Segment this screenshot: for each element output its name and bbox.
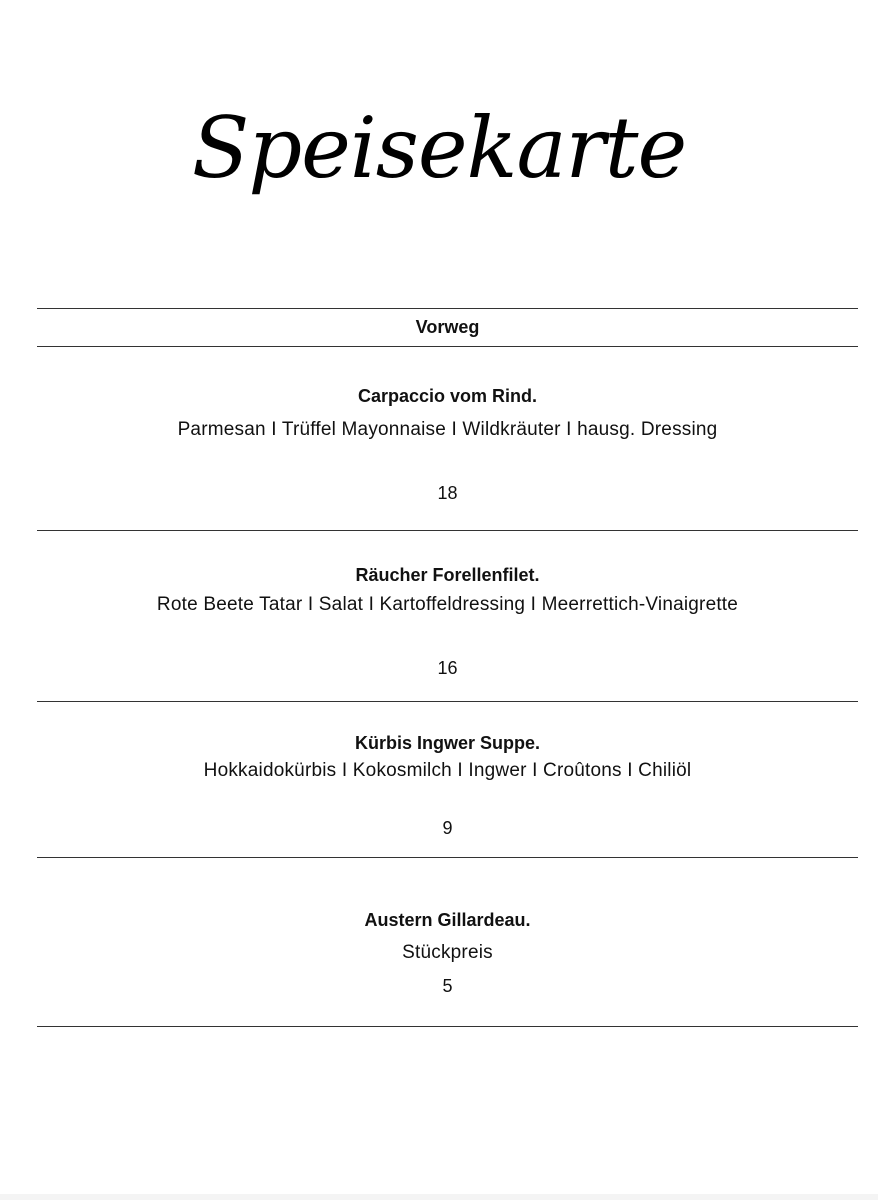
dish-description: Parmesan I Trüffel Mayonnaise I Wildkräuter I hausg. Dressing bbox=[177, 419, 718, 440]
dish-description: Stückpreis bbox=[402, 942, 493, 963]
page-bottom-edge bbox=[0, 1194, 878, 1200]
dish-name: Austern Gillardeau. bbox=[364, 910, 531, 930]
dish-price: 5 bbox=[442, 976, 453, 996]
dish-description: Hokkaidokürbis I Kokosmilch I Ingwer I Croûtons I Chiliöl bbox=[203, 760, 692, 781]
divider bbox=[37, 701, 858, 702]
dish-name: Kürbis Ingwer Suppe. bbox=[354, 733, 541, 753]
menu-title: Speisekarte bbox=[191, 99, 687, 197]
divider bbox=[37, 1026, 858, 1027]
divider bbox=[37, 857, 858, 858]
dish-price: 16 bbox=[437, 658, 458, 678]
dish-description: Rote Beete Tatar I Salat I Kartoffeldressing I Meerrettich-Vinaigrette bbox=[156, 594, 739, 615]
section-title: Vorweg bbox=[415, 317, 480, 337]
dish-name: Räucher Forellenfilet. bbox=[355, 565, 540, 585]
divider bbox=[37, 530, 858, 531]
dish-name: Carpaccio vom Rind. bbox=[357, 386, 538, 406]
divider bbox=[37, 308, 858, 309]
divider bbox=[37, 346, 858, 347]
dish-price: 9 bbox=[442, 818, 453, 838]
dish-price: 18 bbox=[437, 483, 458, 503]
